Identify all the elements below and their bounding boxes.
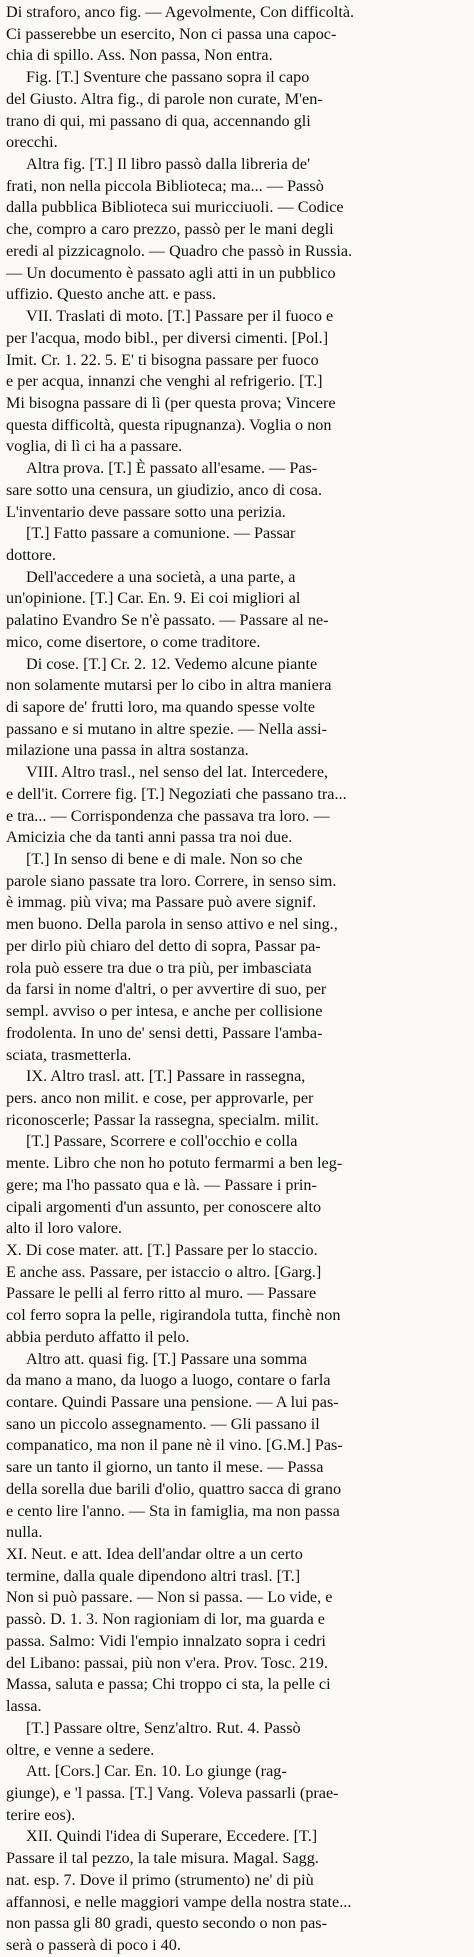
text-line: voglia, di lì ci ha a passare. bbox=[6, 437, 183, 456]
text-line: mico, come disertore, o come traditore. bbox=[6, 632, 261, 651]
text-line: Altro att. quasi fig. [T.] Passare una somma bbox=[26, 1349, 308, 1368]
text-line: e tra... — Corrispondenza che passava tra loro. — bbox=[6, 806, 330, 825]
text-line: mente. Libro che non ho potuto fermarmi a ben leg- bbox=[6, 1154, 343, 1173]
text-line: pers. anco non milit. e cose, per approvarle, per bbox=[6, 1088, 314, 1107]
text-line: VIII. Altro trasl., nel senso del lat. Intercedere, bbox=[26, 763, 329, 782]
text-line: termine, dalla quale dipendono altri trasl. [T.] bbox=[6, 1566, 301, 1585]
text-line: orecchi. bbox=[6, 133, 58, 152]
text-line: Non si può passare. — Non si passa. — Lo vide, e bbox=[6, 1588, 333, 1607]
text-line: abbia perduto affatto il pelo. bbox=[6, 1327, 190, 1346]
text-line: [T.] Fatto passare a comunione. — Passar bbox=[26, 524, 296, 543]
text-line: Altra fig. [T.] Il libro passò dalla libreria de' bbox=[26, 155, 310, 174]
text-line: col ferro sopra la pelle, rigirandola tutta, finchè non bbox=[6, 1306, 341, 1325]
text-line: non passa gli 80 gradi, questo secondo o non pas- bbox=[6, 1914, 327, 1933]
text-line: da mano a mano, da luogo a luogo, contare o farla bbox=[6, 1371, 331, 1390]
text-line: da farsi in nome d'altri, o per avvertire di suo, per bbox=[6, 980, 327, 999]
text-line: Fig. [T.] Sventure che passano sopra il capo bbox=[26, 68, 310, 87]
text-line: rola può essere tra due o tra più, per imbasciata bbox=[6, 958, 312, 977]
text-line: affannosi, e nelle maggiori vampe della nostra state... bbox=[6, 1892, 352, 1911]
text-line: e dell'it. Correre fig. [T.] Negoziati che passano tra... bbox=[6, 784, 347, 803]
text-line: [T.] Passare oltre, Senz'altro. Rut. 4. Passò bbox=[26, 1718, 301, 1737]
text-line: X. Di cose mater. att. [T.] Passare per lo staccio. bbox=[6, 1240, 318, 1259]
text-line: terire eos). bbox=[6, 1805, 76, 1824]
text-line: companatico, ma non il pane nè il vino. [G.M.] Pas- bbox=[6, 1436, 343, 1455]
text-line: uffizio. Questo anche att. e pass. bbox=[6, 285, 217, 304]
text-line: Imit. Cr. 1. 22. 5. E' ti bisogna passare per fuoco bbox=[6, 350, 319, 369]
text-line: Massa, saluta e passa; Chi troppo ci sta, la pelle ci bbox=[6, 1675, 331, 1694]
text-line: contare. Quindi Passare una pensione. — A lui pas- bbox=[6, 1393, 339, 1411]
text-line: passa. Salmo: Vidi l'empio innalzato sopra i cedri bbox=[6, 1631, 326, 1650]
text-line: sare un tanto il giorno, un tanto il mese. — Passa bbox=[6, 1458, 324, 1477]
text-line: XII. Quindi l'idea di Superare, Eccedere. [T.] bbox=[26, 1827, 318, 1846]
text-line: sano un piccolo assegnamento. — Gli passano il bbox=[6, 1414, 320, 1433]
text-line: lassa. bbox=[6, 1697, 42, 1716]
text-line: Amicizia che da tanti anni passa tra noi due. bbox=[6, 828, 293, 847]
text-line: dottore. bbox=[6, 545, 56, 564]
text-line: parole siano passate tra loro. Correre, in senso sim. bbox=[6, 871, 337, 890]
text-line: Dell'accedere a una società, a una parte, a bbox=[26, 567, 296, 586]
text-line: Altra prova. [T.] È passato all'esame. — Pas- bbox=[26, 459, 318, 478]
text-line: Ci passerebbe un esercito, Non ci passa una capoc- bbox=[6, 24, 337, 43]
text-line: XI. Neut. e att. Idea dell'andar oltre a un certo bbox=[6, 1545, 303, 1564]
text-line: palatino Evandro Se n'è passato. — Passare al ne- bbox=[6, 611, 329, 630]
text-line: questa difficoltà, questa ripugnanza). Voglia o non bbox=[6, 415, 332, 434]
text-line: sciata, trasmetterla. bbox=[6, 1045, 132, 1064]
text-line: di sapore de' frutti loro, ma quando spesse volte bbox=[6, 698, 316, 716]
text-line: alto il loro valore. bbox=[6, 1219, 122, 1238]
text-line: IX. Altro trasl. att. [T.] Passare in rassegna, bbox=[26, 1067, 306, 1086]
text-line: serà o passerà di poco i 40. bbox=[6, 1935, 181, 1954]
text-line: del Giusto. Altra fig., di parole non curate, M'en- bbox=[6, 89, 323, 108]
text-line: per l'acqua, modo bibl., per diversi cimenti. [Pol.] bbox=[6, 328, 329, 347]
text-line: frati, non nella piccola Biblioteca; ma... — Passò bbox=[6, 176, 324, 195]
text-line: L'inventario deve passare sotto una perizia. bbox=[6, 502, 286, 521]
text-line: trano di qui, mi passano di qua, accennando gli bbox=[6, 111, 311, 130]
text-line: Di straforo, anco fig. — Agevolmente, Con difficoltà. bbox=[6, 3, 355, 21]
text-line: frodolenta. In uno de' sensi detti, Passare l'amba- bbox=[6, 1023, 323, 1042]
text-line: E anche ass. Passare, per istaccio o altro. [Garg.] bbox=[6, 1262, 322, 1281]
text-line: e per acqua, innanzi che venghi al refrigerio. [T.] bbox=[6, 372, 323, 391]
text-line: — Un documento è passato agli atti in un pubblico bbox=[6, 263, 336, 282]
text-line: un'opinione. [T.] Car. En. 9. Ei coi migliori al bbox=[6, 589, 301, 608]
text-line: Passare il tal pezzo, la tale misura. Magal. Sagg. bbox=[6, 1849, 319, 1868]
text-line: per dirlo più chiaro del detto di sopra, Passar pa- bbox=[6, 936, 321, 955]
text-line: eredi al pizzicagnolo. — Quadro che passò in Russia. bbox=[6, 241, 353, 260]
text-line: passano e si mutano in altre spezie. — Nella assi- bbox=[6, 719, 327, 738]
text-line: men buono. Della parola in senso attivo e nel sing., bbox=[6, 915, 338, 934]
text-line: nat. esp. 7. Dove il primo (strumento) ne' di più bbox=[6, 1870, 314, 1889]
text-line: gere; ma l'ho passato qua e là. — Passare i prin- bbox=[6, 1175, 317, 1194]
text-line: [T.] Passare, Scorrere e coll'occhio e colla bbox=[26, 1132, 298, 1151]
text-line: Di cose. [T.] Cr. 2. 12. Vedemo alcune piante bbox=[26, 654, 318, 673]
text-line: Mi bisogna passare di lì (per questa prova; Vincere bbox=[6, 393, 336, 412]
text-line: sempl. avviso o per intesa, e anche per collisione bbox=[6, 1002, 323, 1021]
text-line: dalla pubblica Biblioteca sui muricciuoli. — Codice bbox=[6, 198, 344, 217]
text-line: passò. D. 1. 3. Non ragioniam di lor, ma guarda e bbox=[6, 1610, 325, 1629]
text-line: cipali argomenti d'un assunto, per conoscere alto bbox=[6, 1197, 322, 1216]
text-line: [T.] In senso di bene e di male. Non so che bbox=[26, 850, 303, 869]
text-line: oltre, e venne a sedere. bbox=[6, 1740, 155, 1759]
text-line: Att. [Cors.] Car. En. 10. Lo giunge (rag- bbox=[26, 1762, 287, 1781]
text-line: è immag. più viva; ma Passare può avere signif. bbox=[6, 893, 317, 912]
text-line: della sorella due barili d'olio, quattro sacca di grano bbox=[6, 1479, 342, 1498]
text-line: riconoscerle; Passar la rassegna, specialm. milit. bbox=[6, 1110, 319, 1129]
text-line: nulla. bbox=[6, 1523, 43, 1542]
text-line: milazione una passa in altra sostanza. bbox=[6, 741, 249, 760]
text-line: del Libano: passai, più non v'era. Prov. Tosc. 219. bbox=[6, 1653, 328, 1672]
text-line: giunge), e 'l passa. [T.] Vang. Voleva passarli (prae- bbox=[6, 1783, 339, 1802]
text-line: non solamente mutarsi per lo cibo in altra maniera bbox=[6, 676, 332, 695]
text-line: chia di spillo. Ass. Non passa, Non entra. bbox=[6, 46, 273, 65]
text-line: e cento lire l'anno. — Sta in famiglia, ma non passa bbox=[6, 1501, 340, 1520]
text-line: che, compro a caro prezzo, passò per le mani degli bbox=[6, 220, 334, 239]
text-line: VII. Traslati di moto. [T.] Passare per il fuoco e bbox=[26, 307, 334, 326]
text-line: sare sotto una censura, un giudizio, anco di cosa. bbox=[6, 480, 323, 499]
text-line: Passare le pelli al ferro ritto al muro. — Passare bbox=[6, 1284, 317, 1303]
